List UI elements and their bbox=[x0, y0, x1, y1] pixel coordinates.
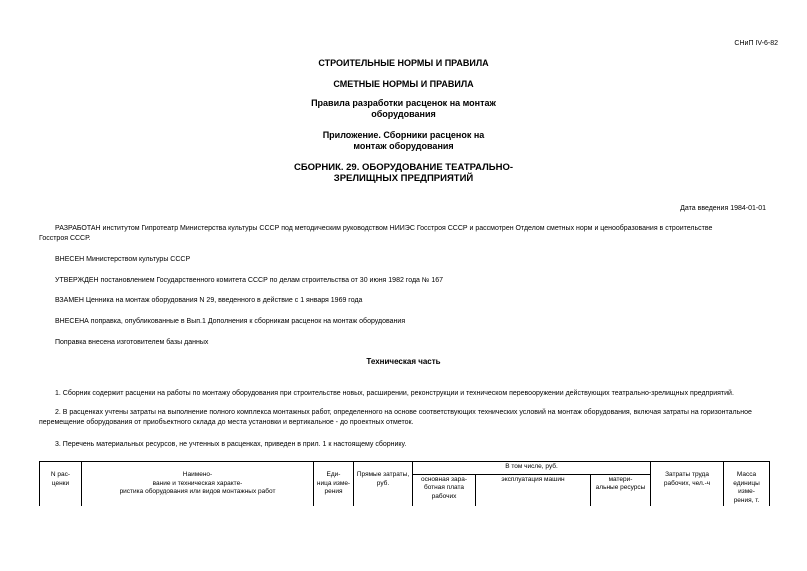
section-title: Техническая часть bbox=[366, 357, 441, 366]
rates-table bbox=[39, 461, 770, 506]
col-header-name: Наимено- вание и техническая характе- ристика оборудования или видов монтажных работ bbox=[82, 462, 314, 507]
amended-paragraph: ВНЕСЕНА поправка, опубликованные в Вып.1 Дополнения к сборникам расценок на монтаж оборудования bbox=[55, 318, 406, 325]
heading-appendix bbox=[0, 130, 807, 152]
heading-building-norms: СТРОИТЕЛЬНЫЕ НОРМЫ И ПРАВИЛА bbox=[318, 58, 489, 68]
replaces-paragraph: ВЗАМЕН Ценника на монтаж оборудования N 29, введенного в действие с 1 января 1969 года bbox=[55, 297, 363, 304]
item-3-text: 3. Перечень материальных ресурсов, не учтенных в расценках, приведен в прил. 1 к настоящему сборнику. bbox=[55, 441, 407, 448]
col-header-number: N рас- ценки bbox=[40, 462, 82, 507]
col-group-header: В том числе, руб. bbox=[413, 462, 651, 475]
document-code: СНиП IV-6-82 bbox=[734, 40, 778, 47]
developed-paragraph bbox=[39, 224, 769, 244]
heading-rules-line1: Правила разработки расценок на монтаж bbox=[311, 98, 496, 108]
item-3 bbox=[39, 440, 769, 450]
approved-paragraph: УТВЕРЖДЕН постановлением Государственного комитета СССР по делам строительства от 30 июня 1982 года № 167 bbox=[55, 277, 444, 284]
col-header-direct-costs: Прямые затраты, руб. bbox=[354, 462, 413, 507]
col-header-labor: Затраты труда рабочих, чел.-ч bbox=[651, 462, 724, 507]
item-2-line1: 2. В расценках учтены затраты на выполнение полного комплекса монтажных работ, определенного на основе соответствующих технических условий на монтаж оборудования, включая затраты на горизонтальное bbox=[55, 409, 752, 416]
intro-date: Дата введения 1984-01-01 bbox=[680, 205, 766, 212]
item-2-line2: перемещение оборудования от приобъектного склада до места установки и вертикальное - до проектных отметок. bbox=[39, 419, 414, 426]
item-2 bbox=[39, 408, 769, 428]
developed-line2: Госстроя СССР. bbox=[39, 235, 91, 242]
col-header-machines: эксплуатация машин bbox=[476, 474, 591, 506]
heading-appendix-line1: Приложение. Сборники расценок на bbox=[322, 130, 485, 140]
heading-collection-line2: ЗРЕЛИЩНЫХ ПРЕДПРИЯТИЙ bbox=[333, 173, 474, 184]
amended-by-paragraph: Поправка внесена изготовителем базы данных bbox=[55, 339, 209, 346]
heading-rules-line2: оборудования bbox=[371, 109, 436, 119]
introduced-paragraph: ВНЕСЕН Министерством культуры СССР bbox=[55, 256, 191, 263]
col-header-materials: матери- альные ресурсы bbox=[591, 474, 651, 506]
heading-collection-line1: СБОРНИК. 29. ОБОРУДОВАНИЕ ТЕАТРАЛЬНО- bbox=[293, 162, 514, 173]
col-header-unit: Еди- ница изме- рения bbox=[314, 462, 354, 507]
col-header-mass: Масса единицы изме- рения, т. bbox=[724, 462, 770, 507]
col-header-wage: основная зара- ботная плата рабочих bbox=[413, 474, 476, 506]
heading-collection bbox=[0, 162, 807, 184]
item-1-text: 1. Сборник содержит расценки на работы по монтажу оборудования при строительстве новых, расширении, реконструкции и техническом перевооружении действующих театрально-зрелищных предприятий. bbox=[55, 390, 734, 397]
heading-rules bbox=[0, 98, 807, 120]
heading-appendix-line2: монтаж оборудования bbox=[353, 141, 454, 151]
item-1 bbox=[39, 389, 769, 399]
heading-estimate-norms: СМЕТНЫЕ НОРМЫ И ПРАВИЛА bbox=[333, 79, 474, 89]
developed-line1: РАЗРАБОТАН институтом Гипротеатр Министерства культуры СССР под методическим руководством НИИЭС Госстроя СССР и рассмотрен Отделом сметных норм и ценообразования в строительстве bbox=[55, 225, 713, 232]
